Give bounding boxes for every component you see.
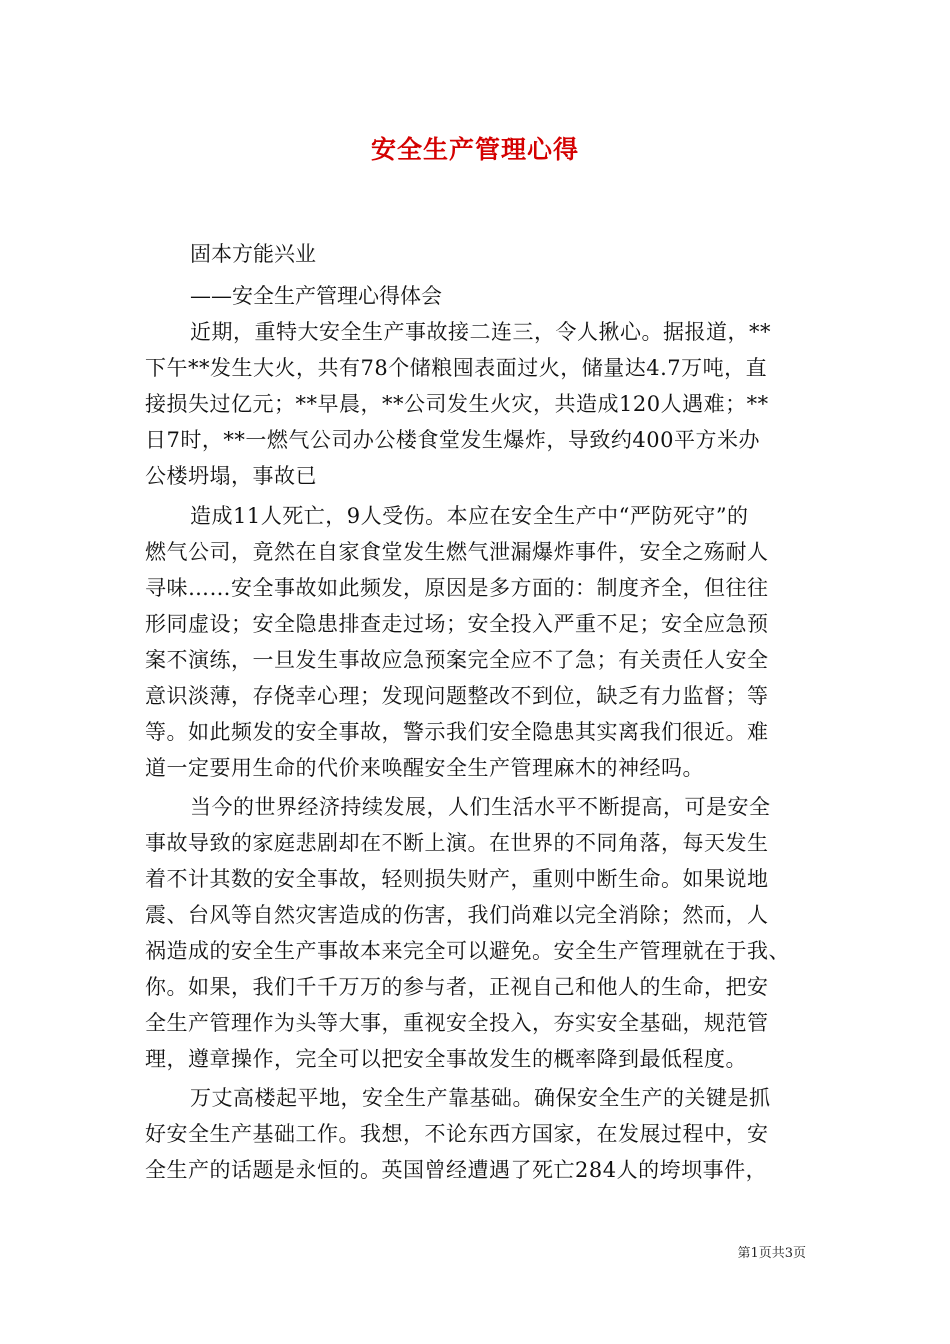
body-line: 案不演练，一旦发生事故应急预案完全应不了急；有关责任人安全 bbox=[145, 648, 769, 672]
body-line: 你。如果，我们千千万万的参与者，正视自己和他人的生命，把安 bbox=[145, 975, 769, 999]
body-line: 造成11人死亡，9人受伤。本应在安全生产中“严防死守”的 bbox=[190, 504, 749, 528]
body-line: 等。如此频发的安全事故，警示我们安全隐患其实离我们很近。难 bbox=[145, 720, 769, 744]
body-line: 日7时，**一燃气公司办公楼食堂发生爆炸，导致约400平方米办 bbox=[145, 428, 760, 452]
body-line: 理，遵章操作，完全可以把安全事故发生的概率降到最低程度。 bbox=[145, 1047, 747, 1071]
section-subtitle: ——安全生产管理心得体会 bbox=[190, 284, 442, 308]
body-line: 祸造成的安全生产事故本来完全可以避免。安全生产管理就在于我、 bbox=[145, 939, 790, 963]
body-line: 全生产管理作为头等大事，重视安全投入，夯实安全基础，规范管 bbox=[145, 1011, 769, 1035]
body-line: 好安全生产基础工作。我想，不论东西方国家，在发展过程中，安 bbox=[145, 1122, 769, 1146]
body-line: 万丈高楼起平地，安全生产靠基础。确保安全生产的关键是抓 bbox=[190, 1086, 771, 1110]
body-line: 道一定要用生命的代价来唤醒安全生产管理麻木的神经吗。 bbox=[145, 756, 704, 780]
body-line: 当今的世界经济持续发展，人们生活水平不断提高，可是安全 bbox=[190, 795, 771, 819]
body-line: 接损失过亿元；**早晨，**公司发生火灾，共造成120人遇难；** bbox=[145, 392, 769, 416]
body-line: 寻味……安全事故如此频发，原因是多方面的：制度齐全，但往往 bbox=[145, 576, 769, 600]
body-line: 下午**发生大火，共有78个储粮囤表面过火，储量达4.7万吨，直 bbox=[145, 356, 768, 380]
body-line: 着不计其数的安全事故，轻则损失财产，重则中断生命。如果说地 bbox=[145, 867, 769, 891]
document-title: 安全生产管理心得 bbox=[370, 135, 579, 164]
body-line: 意识淡薄，存侥幸心理；发现问题整改不到位，缺乏有力监督；等 bbox=[145, 684, 769, 708]
body-line: 公楼坍塌，事故已 bbox=[145, 464, 317, 488]
body-line: 全生产的话题是永恒的。英国曾经遭遇了死亡284人的垮坝事件， bbox=[145, 1158, 768, 1182]
body-line: 近期，重特大安全生产事故接二连三，令人揪心。据报道，** bbox=[190, 320, 771, 344]
page-number: 第1页共3页 bbox=[737, 1246, 806, 1261]
body-line: 燃气公司，竟然在自家食堂发生燃气泄漏爆炸事件，安全之殇耐人 bbox=[145, 540, 769, 564]
section-heading: 固本方能兴业 bbox=[190, 242, 316, 266]
body-line: 震、台风等自然灾害造成的伤害，我们尚难以完全消除；然而，人 bbox=[145, 903, 769, 927]
body-line: 事故导致的家庭悲剧却在不断上演。在世界的不同角落，每天发生 bbox=[145, 831, 769, 855]
body-line: 形同虚设；安全隐患排查走过场；安全投入严重不足；安全应急预 bbox=[145, 612, 769, 636]
